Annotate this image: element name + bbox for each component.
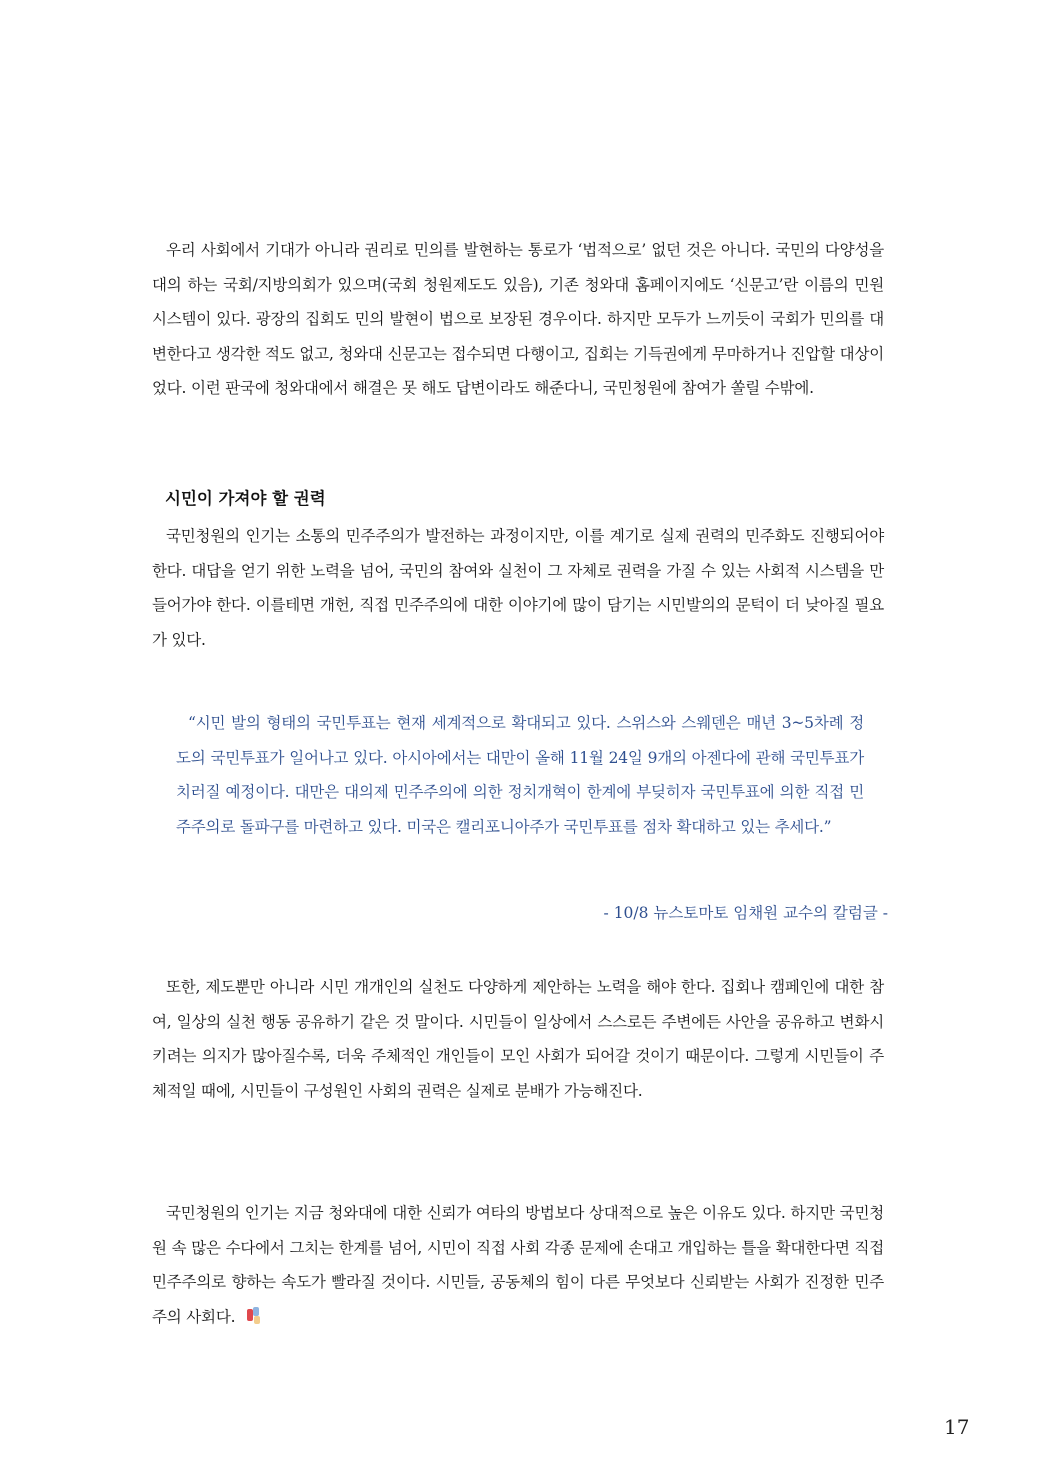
paragraph-conclusion-text: 국민청원의 인기는 지금 청와대에 대한 신뢰가 여타의 방법보다 상대적으로 높은 이유도 있다. 하지만 국민청원 속 많은 수다에서 그치는 한계를 넘어, 시민이 직접 사회 각종 문제에 손대고 개입하는 틀을 확대한다면 직접 민주주의로 향하는 속도가 빨라질 것이다. 시민들, 공동체의 힘이 다른 무엇보다 신뢰받는 사회가 진정한 민주주의 사회다. [152,1204,884,1326]
section-heading: 시민이 가져야 할 권력 [165,489,326,508]
quote-source: - 10/8 뉴스토마토 임채원 교수의 칼럼글 - [603,904,888,922]
paragraph-intro: 우리 사회에서 기대가 아니라 권리로 민의를 발현하는 통로가 ‘법적으로’ 없던 것은 아니다. 국민의 다양성을 대의 하는 국회/지방의회가 있으며(국회 청원제도도 있음), 기존 청와대 홈페이지에도 ‘신문고’란 이름의 민원 시스템이 있다. 광장의 집회도 민의 발현이 법으로 보장된 경우이다. 하지만 모두가 느끼듯이 국회가 민의를 대변한다고 생각한 적도 없고, 청와대 신문고는 접수되면 다행이고, 집회는 기득권에게 무마하거나 진압할 대상이었다. 이런 판국에 청와대에서 해결은 못 해도 답변이라도 해준다니, 국민청원에 참여가 쏠릴 수밖에. [152,241,884,397]
paragraph-conclusion [152,1196,884,1334]
page-number: 17 [944,1415,970,1439]
paragraph-practice: 또한, 제도뿐만 아니라 시민 개개인의 실천도 다양하게 제안하는 노력을 해야 한다. 집회나 캠페인에 대한 참여, 일상의 실천 행동 공유하기 같은 것 말이다. 시민들이 일상에서 스스로든 주변에든 사안을 공유하고 변화시키려는 의지가 많아질수록, 더욱 주체적인 개인들이 모인 사회가 되어갈 것이기 때문이다. 그렇게 시민들이 주체적일 때에, 시민들이 구성원인 사회의 권력은 실제로 분배가 가능해진다. [152,978,884,1100]
paragraph-citizen-power: 국민청원의 인기는 소통의 민주주의가 발전하는 과정이지만, 이를 계기로 실제 권력의 민주화도 진행되어야 한다. 대답을 얻기 위한 노력을 넘어, 국민의 참여와 실천이 그 자체로 권력을 가질 수 있는 사회적 시스템을 만들어가야 한다. 이를테면 개헌, 직접 민주주의에 대한 이야기에 많이 담기는 시민발의의 문턱이 더 낮아질 필요가 있다. [152,527,884,649]
block-quote: “시민 발의 형태의 국민투표는 현재 세계적으로 확대되고 있다. 스위스와 스웨덴은 매년 3~5차례 정도의 국민투표가 일어나고 있다. 아시아에서는 대만이 올해 11월 24일 9개의 아젠다에 관해 국민투표가 치러질 예정이다. 대만은 대의제 민주주의에 의한 정치개혁이 한계에 부딪히자 국민투표에 의한 직접 민주주의로 돌파구를 마련하고 있다. 미국은 캘리포니아주가 국민투표를 점차 확대하고 있는 추세다.” [176,714,864,836]
end-mark-icon [245,1305,263,1327]
